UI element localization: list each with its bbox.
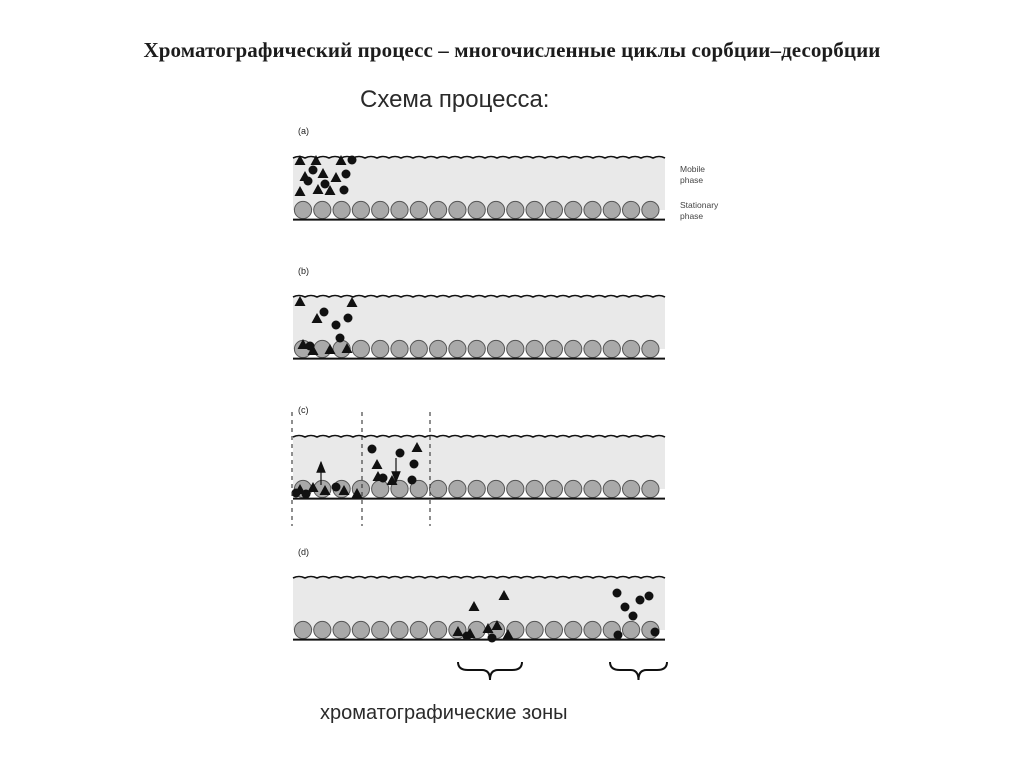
stationary-bead [372, 201, 389, 218]
column-panel [293, 577, 665, 640]
stationary-bead [507, 201, 524, 218]
stationary-bead [333, 201, 350, 218]
circle-analyte [332, 321, 341, 330]
circle-analyte [332, 483, 341, 492]
stationary-bead [391, 201, 408, 218]
circle-analyte [340, 186, 349, 195]
stationary-bead [352, 201, 369, 218]
circle-analyte [651, 628, 660, 637]
circle-analyte [488, 634, 497, 643]
circle-analyte [292, 489, 301, 498]
stationary-bead [603, 201, 620, 218]
stationary-bead [391, 340, 408, 357]
panel-label-b: (b) [298, 266, 309, 276]
stationary-bead [430, 201, 447, 218]
circle-analyte [309, 166, 318, 175]
stationary-phase-label-line1: Stationary [680, 200, 719, 210]
circle-analyte [614, 631, 623, 640]
stationary-bead [333, 621, 350, 638]
mobile-phase-boundary [293, 577, 665, 579]
stationary-bead [545, 621, 562, 638]
column-panels [293, 157, 665, 640]
scheme-title: Схема процесса: [360, 86, 550, 113]
stationary-bead [294, 201, 311, 218]
mobile-phase-boundary [293, 296, 665, 298]
circle-analyte [396, 449, 405, 458]
circle-analyte [410, 460, 419, 469]
stationary-bead [449, 340, 466, 357]
circle-analyte [613, 589, 622, 598]
circle-analyte [304, 177, 313, 186]
zone-brace [458, 662, 522, 680]
stationary-bead [565, 201, 582, 218]
stationary-bead [642, 201, 659, 218]
stationary-bead [487, 340, 504, 357]
circle-analyte [342, 170, 351, 179]
column-panel [293, 436, 665, 499]
stationary-bead [391, 621, 408, 638]
stationary-bead [584, 340, 601, 357]
stationary-bead [372, 340, 389, 357]
stationary-bead [352, 621, 369, 638]
slide-title: Хроматографический процесс – многочисленные циклы сорбции–десорбции [143, 38, 881, 62]
circle-analyte [344, 314, 353, 323]
column-panel [293, 157, 665, 220]
stationary-bead [565, 340, 582, 357]
mobile-phase-boundary [293, 436, 665, 438]
circle-analyte [629, 612, 638, 621]
stationary-bead [623, 340, 640, 357]
stationary-bead [487, 201, 504, 218]
stationary-bead [430, 480, 447, 497]
stationary-bead [545, 201, 562, 218]
mobile-phase-label-line1: Mobile [680, 164, 706, 174]
stationary-bead [410, 201, 427, 218]
circle-analyte [348, 156, 357, 165]
circle-analyte [379, 474, 388, 483]
zones-caption: хроматографические зоны [320, 702, 568, 724]
stationary-bead [430, 621, 447, 638]
stationary-phase-label-line2: phase [680, 211, 704, 221]
stationary-bead [372, 480, 389, 497]
stationary-bead [507, 480, 524, 497]
stationary-bead [294, 621, 311, 638]
stationary-bead [584, 480, 601, 497]
stationary-bead [584, 201, 601, 218]
stationary-bead [314, 201, 331, 218]
stationary-bead [468, 480, 485, 497]
stationary-bead [352, 340, 369, 357]
stationary-bead [526, 480, 543, 497]
stationary-bead [545, 340, 562, 357]
stationary-bead [526, 201, 543, 218]
circle-analyte [368, 445, 377, 454]
stationary-bead [507, 340, 524, 357]
stationary-bead [487, 480, 504, 497]
panel-label-d: (d) [298, 547, 309, 557]
stationary-bead [410, 621, 427, 638]
mobile-phase-label-line2: phase [680, 175, 704, 185]
stationary-bead [449, 480, 466, 497]
stationary-bead [314, 621, 331, 638]
stationary-bead [565, 480, 582, 497]
circle-analyte [336, 334, 345, 343]
stationary-bead [603, 340, 620, 357]
stationary-bead [642, 340, 659, 357]
circle-analyte [302, 490, 311, 499]
stationary-bead [642, 480, 659, 497]
stationary-bead [468, 340, 485, 357]
stationary-bead [430, 340, 447, 357]
stationary-bead [623, 621, 640, 638]
circle-analyte [645, 592, 654, 601]
stationary-bead [623, 480, 640, 497]
panel-label-a: (a) [298, 126, 309, 136]
panel-label-c: (c) [298, 405, 309, 415]
stationary-bead [526, 340, 543, 357]
circle-analyte [408, 476, 417, 485]
stationary-bead [545, 480, 562, 497]
circle-analyte [321, 180, 330, 189]
stationary-bead [565, 621, 582, 638]
stationary-bead [623, 201, 640, 218]
stationary-bead [372, 621, 389, 638]
circle-analyte [621, 603, 630, 612]
stationary-bead [584, 621, 601, 638]
stationary-bead [526, 621, 543, 638]
zone-brace [610, 662, 667, 680]
circle-analyte [320, 308, 329, 317]
stationary-bead [410, 340, 427, 357]
analyte-particles [292, 155, 660, 642]
stationary-bead [603, 480, 620, 497]
stationary-bead [468, 201, 485, 218]
circle-analyte [463, 632, 472, 641]
circle-analyte [306, 342, 315, 351]
stationary-bead [449, 201, 466, 218]
circle-analyte [636, 596, 645, 605]
